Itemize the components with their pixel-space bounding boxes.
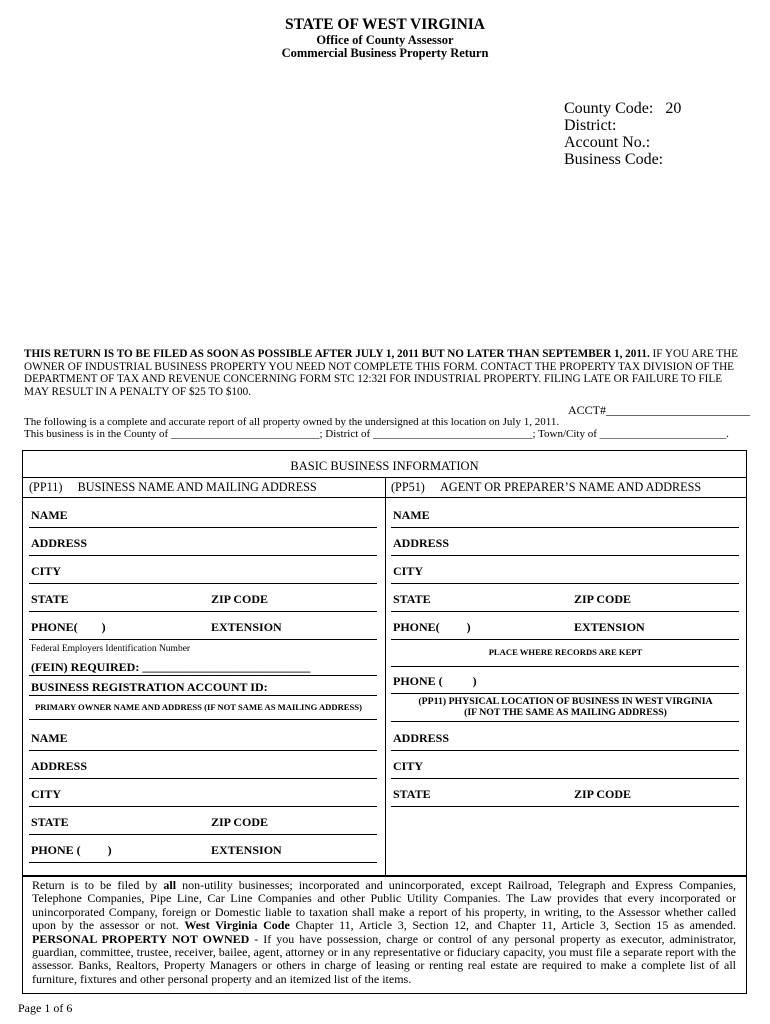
owner-city-field[interactable] (29, 806, 377, 807)
agent-city-field[interactable] (391, 583, 739, 584)
codes-block (564, 100, 681, 168)
records-phone-label: PHONE ( ) (393, 674, 477, 688)
physical-location-note: (IF NOT THE SAME AS MAILING ADDRESS) (464, 707, 667, 718)
agent-extension-label: EXTENSION (574, 620, 645, 634)
divider (23, 497, 746, 498)
agent-city-label: CITY (393, 564, 424, 578)
owner-address-field[interactable] (29, 778, 377, 779)
physical-location-title: (PP11) PHYSICAL LOCATION OF BUSINESS IN WEST VIRGINIA (418, 696, 713, 707)
divider (29, 719, 377, 720)
column-divider (385, 477, 386, 876)
fein-underline (29, 675, 377, 676)
mailing-address-field[interactable] (29, 555, 377, 556)
agent-phone-label: PHONE( ) (393, 620, 471, 634)
primary-owner-heading: PRIMARY OWNER NAME AND ADDRESS (IF NOT SAME AS MAILING ADDRESS) (35, 702, 362, 712)
page-number: Page 1 of 6 (18, 1001, 73, 1015)
records-phone-field[interactable] (391, 693, 739, 694)
fein-caption: Federal Employers Identification Number (31, 644, 191, 654)
owner-state-zip-field[interactable] (29, 834, 377, 835)
county-code-value: 20 (665, 100, 682, 117)
fein-field[interactable]: (FEIN) REQUIRED: ____________________________ (31, 660, 311, 674)
bra-label: BUSINESS REGISTRATION ACCOUNT ID: (31, 680, 268, 694)
mailing-state-zip-field[interactable] (29, 611, 377, 612)
agent-phone-field[interactable] (391, 639, 739, 640)
agent-address-field[interactable] (391, 555, 739, 556)
owner-name-label: NAME (31, 731, 68, 745)
owner-address-label: ADDRESS (31, 759, 88, 773)
agent-address-label: ADDRESS (393, 536, 450, 550)
mailing-extension-label: EXTENSION (211, 620, 282, 634)
physical-city-label: CITY (393, 759, 424, 773)
owner-extension-label: EXTENSION (211, 843, 282, 857)
mailing-phone-field[interactable] (29, 639, 377, 640)
county-code (564, 100, 681, 117)
legal-text: non-utility businesses; incorporated and unincorporated, except Railroad, Telegraph and Express Companies, Telephone Companies, Pipe Line, Car Line Companies and other Public Utility Companies. The Law provides that every incorporated or unincorporated Company, foreign or Domestic liable to taxation shall make a report of his property, in writing, to the Assessor whether called upon by the assessor or not. (32, 878, 736, 933)
mailing-city-label: CITY (31, 564, 62, 578)
physical-location-heading (385, 696, 746, 718)
form-state-title: STATE OF WEST VIRGINIA (285, 16, 485, 33)
right-code: (PP51) (391, 480, 425, 494)
legal-emphasis: West Virginia Code (184, 918, 290, 933)
agent-state-zip-field[interactable] (391, 611, 739, 612)
agent-name-field[interactable] (391, 527, 739, 528)
acct-line[interactable]: ACCT#________________________ (568, 403, 751, 417)
physical-zip-label: ZIP CODE (574, 787, 632, 801)
physical-address-field[interactable] (391, 750, 739, 751)
filing-notice (24, 348, 744, 398)
business-code-label: Business Code: (564, 151, 664, 168)
form-title: Commercial Business Property Return (281, 46, 489, 60)
agent-zip-label: ZIP CODE (574, 592, 632, 606)
mailing-name-field[interactable] (29, 527, 377, 528)
agent-state-label: STATE (393, 592, 431, 606)
owner-name-field[interactable] (29, 750, 377, 751)
left-title: BUSINESS NAME AND MAILING ADDRESS (77, 480, 317, 494)
bra-field[interactable] (29, 695, 377, 696)
left-code: (PP11) (29, 480, 63, 494)
legal-emphasis: all (163, 878, 177, 892)
right-column-header (391, 480, 701, 495)
legal-paragraph (32, 879, 736, 986)
mailing-phone-label: PHONE( ) (31, 620, 106, 634)
divider (391, 721, 739, 722)
mailing-state-label: STATE (31, 592, 69, 606)
physical-city-field[interactable] (391, 778, 739, 779)
owner-city-label: CITY (31, 787, 62, 801)
physical-state-label: STATE (393, 787, 431, 801)
county-code-label: County Code: (564, 100, 654, 117)
account-no-label: Account No.: (564, 134, 651, 151)
legal-text: - If you have possession, charge or control of any personal property as executor, administrator, guardian, committee, trustee, receiver, bailee, agent, attorney or in any representative or fiduciary capacity, you must file a separate report with the assessor. Banks, Realtors, Property Managers or others in charge of leasing or renting real estate are required to make a complete list of all furniture, fixtures and other personal property and an itemized list of the items. (32, 931, 736, 986)
owner-phone-label: PHONE ( ) (31, 843, 112, 857)
statement-text: The following is a complete and accurate report of all property owned by the undersigned at this location on July 1, 2011. (24, 416, 560, 428)
mailing-city-field[interactable] (29, 583, 377, 584)
records-heading: PLACE WHERE RECORDS ARE KEPT (488, 647, 643, 657)
legal-text: Return is to be filed by (32, 878, 164, 892)
filing-notice-text: IF YOU ARE THE OWNER OF INDUSTRIAL BUSINESS PROPERTY YOU NEED NOT COMPLETE THIS FORM. CONTACT THE PROPERTY TAX DIVISION OF THE DEPARTMENT OF TAX AND REVENUE CONCERNING FORM STC 12:32I FOR INDUSTRIAL PROPERTY. FILING LATE OR FAILURE TO FILE MAY RESULT IN A PENALTY OF $25 TO $100. (24, 348, 739, 398)
basic-info-title: BASIC BUSINESS INFORMATION (290, 459, 479, 473)
records-field[interactable] (391, 666, 739, 667)
mailing-address-label: ADDRESS (31, 536, 88, 550)
filing-deadline: THIS RETURN IS TO BE FILED AS SOON AS POSSIBLE AFTER JULY 1, 2011 BUT NO LATER THAN SEPTEMBER 1, 2011. (24, 348, 650, 360)
left-column-header (29, 480, 317, 495)
legal-text: Chapter 11, Article 3, Section 12, and Chapter 11, Article 3, Section 15 as amended. (289, 918, 736, 933)
mailing-name-label: NAME (31, 508, 68, 522)
owner-phone-field[interactable] (29, 862, 377, 863)
right-title: AGENT OR PREPARER’S NAME AND ADDRESS (440, 480, 702, 494)
owner-state-label: STATE (31, 815, 69, 829)
owner-zip-label: ZIP CODE (211, 815, 269, 829)
mailing-zip-label: ZIP CODE (211, 592, 269, 606)
district-label: District: (564, 117, 617, 134)
form-office: Office of County Assessor (316, 33, 454, 47)
physical-address-label: ADDRESS (393, 731, 450, 745)
agent-name-label: NAME (393, 508, 430, 522)
physical-state-zip-field[interactable] (391, 806, 739, 807)
basic-info-box (22, 450, 747, 877)
legal-emphasis: PERSONAL PROPERTY NOT OWNED (32, 931, 250, 946)
location-line[interactable]: This business is in the County of ___________________________; District of _____________________________; Town/City of _______________________. (24, 428, 729, 440)
